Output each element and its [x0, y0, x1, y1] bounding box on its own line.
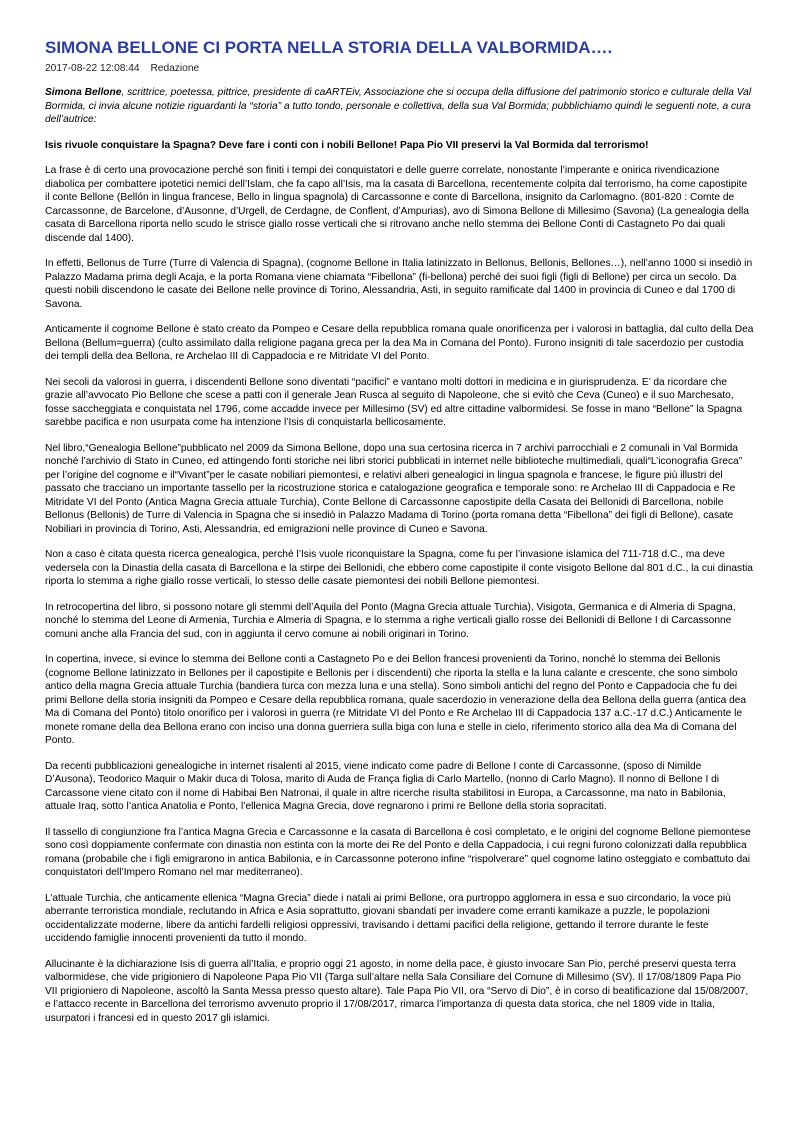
paragraph-2: In effetti, Bellonus de Turre (Turre di Valencia di Spagna), (cognome Bellone in Italia latinizzato in Bellonus, Bellonis, Bellones…), nell’anno 1000 si insediò in Palazzo Madama prima degli Acaja, e la porta Romana viene chiamata “Fibellona” (fi-bellona) perché dei suoi figli (figli di Bellone) per circa un secolo. Da questi nobili discendono le casate dei Bellone nelle province di Torino, Alessandria, Asti, in seguito ramificate dal 1400 in provincia di Cuneo e dal 1700 di Savona.: [45, 258, 753, 310]
intro-author-name: Simona Bellone: [45, 87, 122, 98]
paragraph-7: In retrocopertina del libro, si possono notare gli stemmi dell’Aquila del Ponto (Magna Grecia attuale Turchia), Visigota, Germanica e di Almeria di Spagna, nonché lo stemma del Leone di Armenia, Turchia e Almeria di Spagna, e lo stemma a righe verticali giallo rosse dei Bellonidi di Bellone I di Carcassonne comuni anche alla Francia del sud, con in aggiunta il cervo comune ai nobili originari in Torino.: [45, 601, 736, 640]
paragraph-4: Nei secoli da valorosi in guerra, i discendenti Bellone sono diventati “pacifici” e vantano molti dottori in medicina e in giurisprudenza. E’ da ricordare che grazie all’avvocato Pio Bellone che scese a patti con il generale Jean Rusca al seguito di Napoleone, che si evitò che Ceva (Cuneo) e il suo Marchesato, fosse saccheggiata e conquistata nel 1796, come accadde invece per Millesimo (SV) ed altre cittadine valbormidesi. Se fosse in mano “Bellone” la Spagna sarebbe pacifica e non usurpata come ha intenzione l’Isis di conquistarla bellicosamente.: [45, 376, 743, 428]
paragraph-8: In copertina, invece, si evince lo stemma dei Bellone conti a Castagneto Po e dei Bellon francesi provenienti da Torino, nonché lo stemma dei Bellonis (cognome Bellone latinizzato in Bellones per il capostipite e Bellonis per i discendenti) che riporta la stella e la luna calante e crescente, che sono simbolo antico della magna Grecia attuale Turchia (bandiera turca con mezza luna e una stella). Sono simboli antichi del regno del Ponto e Cappadocia che fu dei primi Bellone della storia insigniti da Pompeo e Cesare della repubblica romana, quale sacerdozio in venerazione della dea Bellona della guerra (antica dea Ma di Comana del Ponto) titolo onorifico per i valorosi in guerra (re Mitridate VI del Ponto e Re Archelao III di Cappadocia 137 a.C.-17 d.C.) Anticamente le monete romane della dea Bellona erano con inciso una donna guerriera sulla biga con luna e stelle in cielo, riferimento storico alla dea Ma di Comana del Ponto.: [45, 654, 747, 746]
article-author: Redazione: [150, 63, 200, 74]
paragraph-9: Da recenti pubblicazioni genealogiche in internet risalenti al 2015, viene indicato come padre di Bellone I conte di Carcassonne, (sposo di Nimilde D’Ausona), Teodorico Maquir o Makir duca di Tolosa, marito di Auda de França figlia di Carlo Martello, (nonno di Carlo Magno). Il nonno di Bellone I di Carcassone viene citato con il nome di Habibai Ben Natronai, il quale in altre ricerche risulta stabilitosi in Europa, a Carcassonne, ma nato in Babilonia, attuale Iraq, sotto l’antica Anatolia e Ponto, l’ellenica Magna Grecia, dove regnarono i primi re Bellone della storia sopracitati.: [45, 760, 726, 812]
article-date: 2017-08-22 12:08:44: [45, 63, 140, 74]
article-subheading: Isis rivuole conquistare la Spagna? Deve fare i conti con i nobili Bellone! Papa Pio VII preservi la Val Bormida dal terrorismo!: [45, 139, 649, 151]
paragraph-12: Allucinante è la dichiarazione Isis di guerra all’Italia, e proprio oggi 21 agosto, in nome della pace, è giusto invocare San Pio, perché preservi questa terra valbormidese, che vide prigioniero di Napoleone Papa Pio VII (Targa sull’altare nella Sala Consiliare del Comune di Millesimo (SV). Il 17/08/1809 Papa Pio VII prigioniero di Napoleone, ascoltò la Santa Messa presso questo altare). Tale Papa Pio VII, ora “Servo di Dio”, è in corso di beatificazione dal 15/08/2007, e l’attacco recente in Barcellona del terrorismo avvenuto proprio il 17/08/2017, rimarca l’importanza di questa data storica, che nel 1809 vide in Italia, usurpatori i francesi ed in questo 2017 gli islamici.: [45, 958, 749, 1024]
article-meta: [45, 62, 754, 75]
paragraph-5: Nel libro,“Genealogia Bellone”pubblicato nel 2009 da Simona Bellone, dopo una sua certosina ricerca in 7 archivi parrocchiali e 2 comunali in Val Bormida nonché l’archivio di Stato in Cuneo, ed attingendo fonti storiche nei libri storici pubblicati in internet nelle biblioteche multimediali, quali“L’iconografia Greca” per l’origine del cognome e il“Vivant”per le casate nobiliari piemontesi, e relativi alberi genealogici in lingua spagnola e francese, le figure più illustri del passato che tracciano un importante tassello per la ricostruzione storica e catalogazione geografica e temporale sono: re Archelao III di Cappadocia e Re Mitridate VI del Ponto (Antica Magna Grecia attuale Turchia), Conte Bellone di Carcassonne capostipite della Casata dei Bellonidi di Barcellona, nobile Bellonus (Bellonis) de Turre di Valencia in Spagna che si insediò in Palazzo Madama di Torino (porta romana detta “Fibellona” dei figli di Bellone), casate Nobiliari in provincia di Torino, Asti, Alessandria, ed emigrazioni nelle province di Cuneo e Savona.: [45, 442, 743, 535]
paragraph-11: L’attuale Turchia, che anticamente ellenica “Magna Grecia” diede i natali ai primi Bellone, ora purtroppo agglomera in essa e suo circondario, la voce più aberrante terroristica mondiale, reclutando in Africa e Asia soprattutto, giovani sbandati per invadere come erranti kamikaze a puzzle, le popolazioni occidentalizzate moderne, libere da antichi fardelli religiosi oppressivi, travisando i dettami pacifici della religione, gettando il terrore durante le feste uccidendo famiglie innocenti provenienti da tutto il mondo.: [45, 892, 731, 944]
paragraph-1: La frase è di certo una provocazione perché son finiti i tempi dei conquistatori e delle guerre correlate, nonostante l’imperante e onirica rivendicazione diabolica per combattere ipotetici nemici dell’Islam, che fa capo all’Isis, ma la casata di Barcellona, recentemente colpita dal terrorismo, ha come capostipite il conte Bellone (Bellón in lingua francese, Bello in lingua spagnola) di Carcassonne e conte di Barcellona, insignito da Carlomagno. (801-820 : Comte de Carcassonne, de Barcelone, d’Ausonne, d’Urgell, de Cerdagne, de Conflent, d’Ampurias), avo di Simona Bellone di Millesimo (Savona) (La genealogia della casata di Barcellona riporta nello scudo le strisce giallo rosse verticali che si ritrovano anche nello stemma dei Bellone Conti di Castagneto Po dai quali discende dal 1400).: [45, 165, 749, 244]
article-title: SIMONA BELLONE CI PORTA NELLA STORIA DELLA VALBORMIDA….: [45, 38, 613, 57]
paragraph-6: Non a caso è citata questa ricerca genealogica, perché l’Isis vuole riconquistare la Spagna, come fu per l’invasione islamica del 711-718 d.C., ma deve vedersela con la Dinastia della casata di Barcellona e la stirpe dei Bellonidi, che ebbero come capostipite il conte visigoto Bellone dal 801 d.C., la cui dinastia riporta lo stemma a righe giallo rosse verticali, lo stesso delle casate piemontesi dei nobili Bellone piemontesi.: [45, 549, 753, 587]
paragraph-10: Il tassello di congiunzione fra l’antica Magna Grecia e Carcassonne e la casata di Barcellona è così completato, e le origini del cognome Bellone piemontese sono così doppiamente confermate con dinastia non estinta con la morte dei Re del Ponto e della Cappadocia, i cui regni furono colonizzati dalla repubblica romana (probabile che i figli emigrarono in antica Babilonia, e in Carcassonne poterono infine “rispolverare” quel cognome latino osteggiato e combattuto dai conquistatori dell’Impero Romano nel mar mediterraneo).: [45, 826, 751, 878]
paragraph-3: Anticamente il cognome Bellone è stato creato da Pompeo e Cesare della repubblica romana quale onorificenza per i valorosi in battaglia, dal culto della Dea Bellona (Bellum=guerra) (culto assimilato dalla religione pagana greca per la dea Ma in Comana del Ponto). Furono insigniti di tale sacerdozio per custodia dei templi della dea Bellona, re Archelao III di Cappadocia e re Mitridate VI del Ponto.: [45, 324, 754, 362]
intro-text: , scrittrice, poetessa, pittrice, presidente di caARTEiv, Associazione che si occupa della diffusione del patrimonio storico e culturale della Val Bormida, ci invia alcune notizie riguardanti la “storia” a tutto tondo, personale e collettiva, della sua Val Bormida; pubblichiamo quindi le seguenti note, a cura dell’autrice:: [45, 87, 752, 125]
article-intro: [45, 86, 754, 127]
